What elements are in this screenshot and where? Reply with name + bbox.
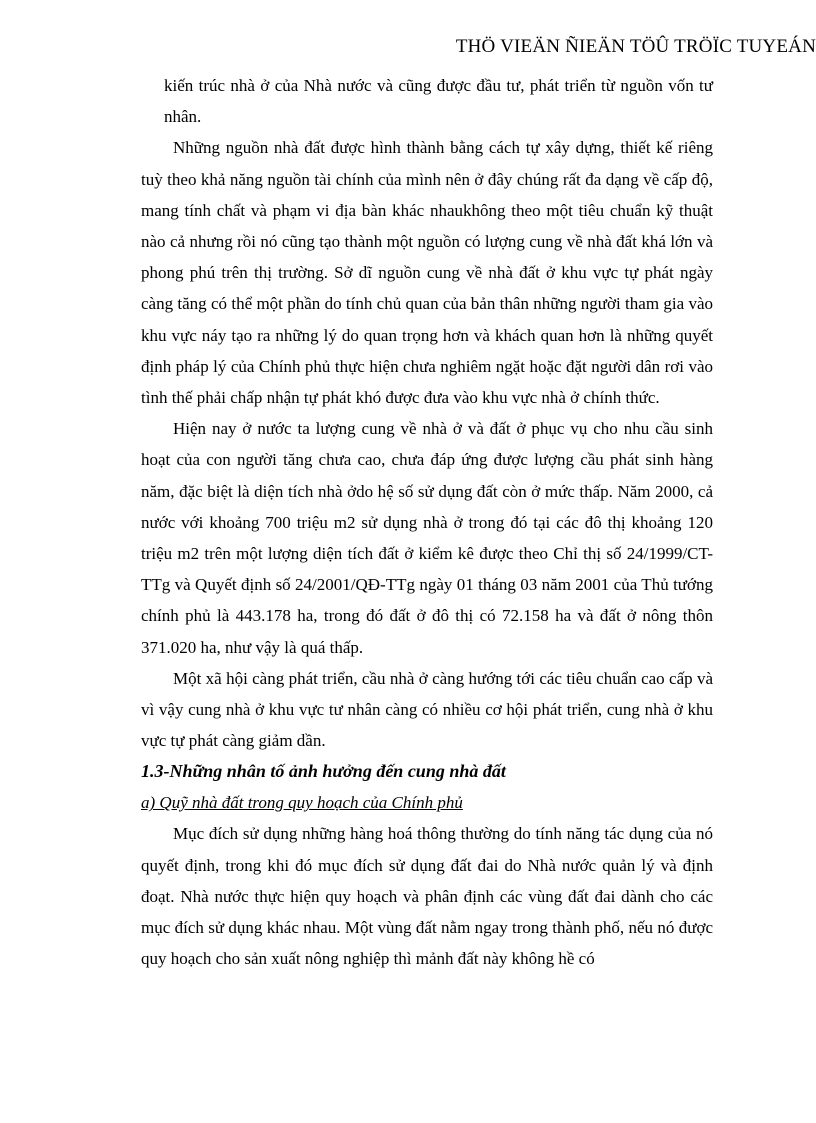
header-title: THÖ VIEÄN ÑIEÄN TÖÛ TRÖÏC TUYEÁN — [455, 36, 816, 57]
paragraph-continued: kiến trúc nhà ở của Nhà nước và cũng được đầu tư, phát triển từ nguồn vốn tư nhân. — [164, 76, 713, 127]
paragraph-development: Một xã hội càng phát triển, cầu nhà ở càng hướng tới các tiêu chuẩn cao cấp và vì vậy cung nhà ở khu vực tư nhân càng có nhiều cơ hội phát triển, cung nhà ở khu vực tự phát càng giảm dần. — [141, 668, 713, 751]
paragraph-land-purpose: Mục đích sử dụng những hàng hoá thông thường do tính năng tác dụng của nó quyết định, trong khi đó mục đích sử dụng đất đai do Nhà nước quản lý và định đoạt. Nhà nước thực hiện quy hoạch và phân định các vùng đất đai dành cho các mục đích sử dụng khác nhau. Một vùng đất nằm ngay trong thành phố, nếu nó được quy hoạch cho sản xuất nông nghiệp thì mảnh đất này không hề có — [141, 824, 713, 969]
document-body — [141, 70, 713, 974]
section-subheading: a) Quỹ nhà đất trong quy hoạch của Chính phủ — [141, 793, 463, 813]
section-heading: 1.3-Những nhân tố ảnh hưởng đến cung nhà đất — [141, 761, 506, 782]
paragraph-supply-sources: Những nguồn nhà đất được hình thành bằng cách tự xây dựng, thiết kế riêng tuỳ theo khả năng nguồn tài chính của mình nên ở đây chúng rất đa dạng về cấp độ, mang tính chất và phạm vi địa bàn khác nhaukhông theo một tiêu chuẩn kỹ thuật nào cả nhưng rồi nó cũng tạo thành một nguồn có lượng cung về nhà đất khá lớn và phong phú trên thị trường. Sở dĩ nguồn cung về nhà đất ở khu vực tự phát ngày càng tăng có thể một phần do tính chủ quan của bản thân những người tham gia vào khu vực náy tạo ra những lý do quan trọng hơn và khách quan hơn là những quyết định pháp lý của Chính phủ thực hiện chưa nghiêm ngặt hoặc đặt người dân rơi vào tình thế phải chấp nhận tự phát khó được đưa vào khu vực nhà ở chính thức. — [141, 138, 713, 408]
page-header — [456, 36, 816, 58]
paragraph-current-supply: Hiện nay ở nước ta lượng cung về nhà ở và đất ở phục vụ cho nhu cầu sinh hoạt của con người tăng chưa cao, chưa đáp ứng được lượng cầu phát sinh hàng năm, đặc biệt là diện tích nhà ởdo hệ số sử dụng đất còn ở mức thấp. Năm 2000, cả nước với khoảng 700 triệu m2 sử dụng nhà ở trong đó tại các đô thị khoảng 120 triệu m2 trên một lượng diện tích đất ở kiểm kê được theo Chỉ thị số 24/1999/CT-TTg và Quyết định số 24/2001/QĐ-TTg ngày 01 tháng 03 năm 2001 của Thủ tướng chính phủ là 443.178 ha, trong đó đất ở đô thị có 72.158 ha và đất ở nông thôn 371.020 ha, như vậy là quá thấp. — [141, 419, 713, 657]
